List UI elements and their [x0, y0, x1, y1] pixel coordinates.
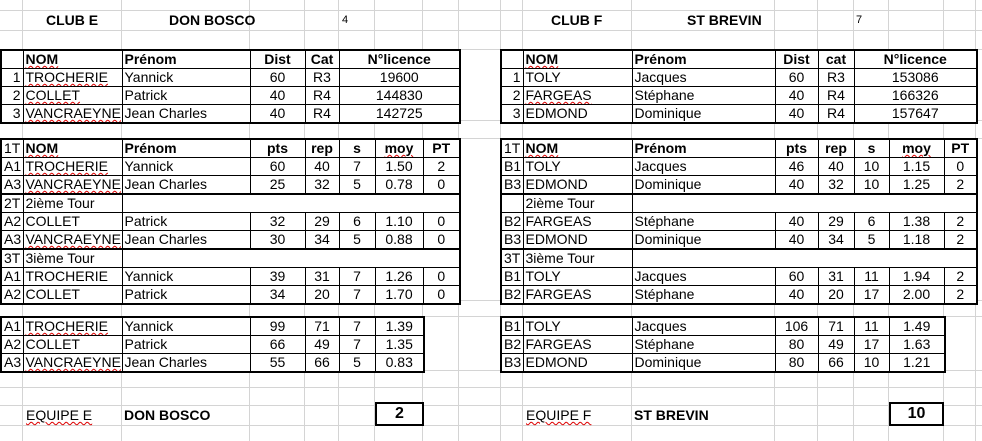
player-cat: R4	[305, 87, 339, 105]
total-row	[501, 336, 945, 354]
header-nom: NOM	[23, 50, 122, 69]
total-s: 17	[854, 336, 889, 354]
player-num: 1	[1, 69, 23, 87]
match-row	[1, 231, 460, 250]
header-licence: N°licence	[339, 50, 460, 69]
match-row	[1, 176, 460, 195]
match-row	[1, 286, 460, 305]
match-nom: TOLY	[523, 268, 632, 286]
player-id: B3	[501, 176, 523, 195]
team-f-name: ST BREVIN	[634, 407, 709, 423]
total-s: 7	[339, 336, 375, 354]
match-pts: 40	[775, 213, 818, 231]
match-rep: 40	[818, 158, 854, 176]
match-row	[501, 158, 977, 176]
match-pts: 40	[775, 286, 818, 305]
player-row	[501, 105, 977, 124]
match-prenom: Patrick	[122, 286, 250, 305]
total-s: 10	[854, 354, 889, 373]
total-rep: 49	[305, 336, 339, 354]
total-row	[501, 354, 945, 373]
totals-table-e	[0, 316, 425, 373]
round-blank	[122, 194, 460, 213]
player-nom: EDMOND	[523, 105, 632, 124]
total-prenom: Yannick	[122, 317, 250, 336]
match-moy: 1.94	[889, 268, 944, 286]
player-dist: 40	[250, 87, 305, 105]
match-pt: 0	[944, 158, 977, 176]
match-s: 7	[339, 268, 375, 286]
match-rep: 32	[818, 176, 854, 195]
header-num	[501, 50, 523, 69]
player-id: A1	[1, 268, 23, 286]
player-dist: 40	[775, 105, 818, 124]
player-licence: 166326	[854, 87, 977, 105]
total-row	[501, 317, 945, 336]
total-nom: COLLET	[23, 336, 122, 354]
round-blank	[122, 249, 460, 268]
match-rep: 20	[305, 286, 339, 305]
total-pts: 80	[775, 354, 818, 373]
match-row	[501, 231, 977, 250]
match-rep: 34	[818, 231, 854, 250]
match-nom: FARGEAS	[523, 286, 632, 305]
match-pt: 0	[423, 231, 460, 250]
match-nom: VANCRAEYNE	[23, 176, 122, 195]
player-prenom: Dominique	[632, 105, 775, 124]
header-num	[1, 50, 23, 69]
round-header-row	[501, 194, 977, 213]
player-id: B1	[501, 317, 523, 336]
round-header-row	[501, 249, 977, 268]
match-pt: 0	[423, 213, 460, 231]
club-f-number: 7	[856, 14, 863, 26]
total-moy: 0.83	[375, 354, 424, 373]
players-table-f	[500, 49, 978, 124]
player-row	[501, 69, 977, 87]
match-rep: 31	[305, 268, 339, 286]
total-s: 7	[339, 317, 375, 336]
round-tag: 1T	[501, 139, 523, 158]
player-id: B1	[501, 268, 523, 286]
header-moy: moy	[889, 139, 944, 158]
match-pts: 25	[250, 176, 305, 195]
total-pts: 55	[250, 354, 305, 373]
player-id: A3	[1, 354, 23, 373]
round-header-row	[1, 194, 460, 213]
match-s: 6	[339, 213, 375, 231]
total-nom: FARGEAS	[523, 336, 632, 354]
player-dist: 60	[250, 69, 305, 87]
player-licence: 157647	[854, 105, 977, 124]
match-pts: 60	[250, 158, 305, 176]
player-dist: 40	[775, 87, 818, 105]
player-cat: R4	[818, 87, 854, 105]
match-pts: 30	[250, 231, 305, 250]
match-nom: EDMOND	[523, 176, 632, 195]
total-rep: 71	[305, 317, 339, 336]
match-nom: COLLET	[23, 213, 122, 231]
header-cat: Cat	[305, 50, 339, 69]
header-dist: Dist	[250, 50, 305, 69]
match-moy: 2.00	[889, 286, 944, 305]
match-s: 7	[339, 286, 375, 305]
match-nom: EDMOND	[523, 231, 632, 250]
match-rep: 31	[818, 268, 854, 286]
player-num: 2	[501, 87, 523, 105]
team-e-label: EQUIPE E	[26, 407, 93, 423]
players-table-e	[0, 49, 461, 124]
player-cat: R3	[818, 69, 854, 87]
match-prenom: Patrick	[122, 213, 250, 231]
team-e-name: DON BOSCO	[124, 407, 211, 423]
match-prenom: Jacques	[632, 268, 775, 286]
total-prenom: Dominique	[632, 354, 775, 373]
total-prenom: Jacques	[632, 317, 775, 336]
player-row	[1, 69, 460, 87]
club-e-name: DON BOSCO	[169, 12, 256, 28]
match-row	[1, 213, 460, 231]
match-row	[501, 213, 977, 231]
player-id: A3	[1, 231, 23, 250]
header-prenom: Prénom	[122, 139, 250, 158]
total-pts: 106	[775, 317, 818, 336]
match-pt: 2	[944, 268, 977, 286]
match-pt: 0	[423, 268, 460, 286]
total-row	[1, 317, 424, 336]
player-licence: 144830	[339, 87, 460, 105]
total-nom: TROCHERIE	[23, 317, 122, 336]
round-header-row	[1, 139, 460, 158]
round-title: 3ième Tour	[523, 249, 632, 268]
round-header-row	[501, 139, 977, 158]
total-rep: 71	[818, 317, 854, 336]
match-s: 6	[854, 213, 889, 231]
header-pt: PT	[423, 139, 460, 158]
round-title: 2ième Tour	[23, 194, 122, 213]
match-prenom: Yannick	[122, 268, 250, 286]
player-nom: TOLY	[523, 69, 632, 87]
match-prenom: Stéphane	[632, 213, 775, 231]
header-prenom: Prénom	[632, 50, 775, 69]
player-id: A1	[1, 158, 23, 176]
round-header-row	[1, 249, 460, 268]
player-id: B3	[501, 231, 523, 250]
player-licence: 153086	[854, 69, 977, 87]
players-header-row	[1, 50, 460, 69]
match-pt: 0	[423, 286, 460, 305]
round-title: 2ième Tour	[523, 194, 632, 213]
match-moy: 1.70	[375, 286, 423, 305]
player-id: B2	[501, 286, 523, 305]
header-nom: NOM	[523, 139, 632, 158]
match-nom: TROCHERIE	[23, 158, 122, 176]
total-moy: 1.21	[889, 354, 945, 373]
match-moy: 0.88	[375, 231, 423, 250]
header-licence: N°licence	[854, 50, 977, 69]
player-cat: R4	[818, 105, 854, 124]
match-pts: 40	[775, 231, 818, 250]
header-prenom: Prénom	[122, 50, 250, 69]
total-pts: 99	[250, 317, 305, 336]
round-blank	[632, 194, 977, 213]
round-tag: 3T	[1, 249, 23, 268]
player-nom: FARGEAS	[523, 87, 632, 105]
match-row	[501, 286, 977, 305]
match-moy: 1.25	[889, 176, 944, 195]
club-e-number: 4	[342, 14, 349, 26]
match-pts: 39	[250, 268, 305, 286]
match-prenom: Dominique	[632, 176, 775, 195]
team-f-label: EQUIPE F	[526, 407, 592, 423]
total-moy: 1.35	[375, 336, 424, 354]
total-row	[1, 336, 424, 354]
match-prenom: Stéphane	[632, 286, 775, 305]
header-s: s	[339, 139, 375, 158]
club-f-name: ST BREVIN	[687, 12, 762, 28]
round-tag	[501, 194, 523, 213]
match-pt: 2	[944, 213, 977, 231]
team-f-score: 10	[889, 402, 944, 426]
club-e-label: CLUB E	[46, 12, 99, 28]
match-pt: 2	[423, 158, 460, 176]
player-num: 1	[501, 69, 523, 87]
match-prenom: Dominique	[632, 231, 775, 250]
header-nom: NOM	[23, 139, 122, 158]
total-moy: 1.49	[889, 317, 945, 336]
player-dist: 40	[250, 105, 305, 124]
match-nom: COLLET	[23, 286, 122, 305]
match-row	[501, 268, 977, 286]
player-nom: VANCRAEYNE	[23, 105, 122, 124]
match-rep: 40	[305, 158, 339, 176]
match-moy: 1.26	[375, 268, 423, 286]
match-moy: 1.10	[375, 213, 423, 231]
header-pts: pts	[775, 139, 818, 158]
player-row	[501, 87, 977, 105]
match-pt: 2	[944, 231, 977, 250]
player-prenom: Stéphane	[632, 87, 775, 105]
header-pts: pts	[250, 139, 305, 158]
player-cat: R3	[305, 69, 339, 87]
matches-table-e	[0, 138, 461, 305]
match-pt: 2	[944, 176, 977, 195]
match-prenom: Yannick	[122, 158, 250, 176]
match-pt: 0	[423, 176, 460, 195]
player-id: A2	[1, 213, 23, 231]
header-moy: moy	[375, 139, 423, 158]
match-row	[1, 158, 460, 176]
match-nom: TOLY	[523, 158, 632, 176]
match-pts: 46	[775, 158, 818, 176]
header-nom: NOM	[523, 50, 632, 69]
header-dist: Dist	[775, 50, 818, 69]
totals-table-f	[500, 316, 946, 373]
club-f-label: CLUB F	[551, 12, 603, 28]
player-id: B2	[501, 213, 523, 231]
total-nom: TOLY	[523, 317, 632, 336]
match-nom: FARGEAS	[523, 213, 632, 231]
total-prenom: Jean Charles	[122, 354, 250, 373]
player-prenom: Yannick	[122, 69, 250, 87]
player-id: B3	[501, 354, 523, 373]
player-num: 3	[501, 105, 523, 124]
match-s: 5	[339, 176, 375, 195]
match-s: 5	[339, 231, 375, 250]
players-header-row	[501, 50, 977, 69]
header-rep: rep	[305, 139, 339, 158]
match-rep: 29	[305, 213, 339, 231]
round-blank	[632, 249, 977, 268]
total-nom: VANCRAEYNE	[23, 354, 122, 373]
match-prenom: Jacques	[632, 158, 775, 176]
header-s: s	[854, 139, 889, 158]
match-moy: 1.38	[889, 213, 944, 231]
player-id: A2	[1, 286, 23, 305]
match-s: 7	[339, 158, 375, 176]
match-s: 17	[854, 286, 889, 305]
round-tag: 1T	[1, 139, 23, 158]
header-prenom: Prénom	[632, 139, 775, 158]
player-num: 2	[1, 87, 23, 105]
match-moy: 1.15	[889, 158, 944, 176]
total-rep: 66	[818, 354, 854, 373]
player-prenom: Patrick	[122, 87, 250, 105]
match-moy: 0.78	[375, 176, 423, 195]
match-pt: 2	[944, 286, 977, 305]
header-rep: rep	[818, 139, 854, 158]
team-e-score: 2	[375, 402, 424, 426]
match-rep: 34	[305, 231, 339, 250]
player-nom: TROCHERIE	[23, 69, 122, 87]
match-pts: 32	[250, 213, 305, 231]
player-licence: 142725	[339, 105, 460, 124]
match-rep: 29	[818, 213, 854, 231]
match-pts: 40	[775, 176, 818, 195]
player-id: A3	[1, 176, 23, 195]
total-rep: 49	[818, 336, 854, 354]
player-licence: 19600	[339, 69, 460, 87]
player-num: 3	[1, 105, 23, 124]
match-pts: 60	[775, 268, 818, 286]
header-pt: PT	[944, 139, 977, 158]
round-tag: 3T	[501, 249, 523, 268]
match-nom: VANCRAEYNE	[23, 231, 122, 250]
player-dist: 60	[775, 69, 818, 87]
total-prenom: Patrick	[122, 336, 250, 354]
total-pts: 80	[775, 336, 818, 354]
match-s: 10	[854, 176, 889, 195]
match-moy: 1.50	[375, 158, 423, 176]
total-moy: 1.63	[889, 336, 945, 354]
match-pts: 34	[250, 286, 305, 305]
match-moy: 1.18	[889, 231, 944, 250]
match-prenom: Jean Charles	[122, 176, 250, 195]
matches-table-f	[500, 138, 978, 305]
round-tag: 2T	[1, 194, 23, 213]
player-row	[1, 87, 460, 105]
header-cat: cat	[818, 50, 854, 69]
match-row	[1, 268, 460, 286]
total-s: 11	[854, 317, 889, 336]
round-title: 3ième Tour	[23, 249, 122, 268]
match-rep: 20	[818, 286, 854, 305]
match-s: 11	[854, 268, 889, 286]
total-row	[1, 354, 424, 373]
player-prenom: Jean Charles	[122, 105, 250, 124]
match-nom: TROCHERIE	[23, 268, 122, 286]
total-nom: EDMOND	[523, 354, 632, 373]
total-pts: 66	[250, 336, 305, 354]
player-prenom: Jacques	[632, 69, 775, 87]
match-s: 5	[854, 231, 889, 250]
total-prenom: Stéphane	[632, 336, 775, 354]
player-id: A1	[1, 317, 23, 336]
player-cat: R4	[305, 105, 339, 124]
match-rep: 32	[305, 176, 339, 195]
player-row	[1, 105, 460, 124]
total-s: 5	[339, 354, 375, 373]
total-moy: 1.39	[375, 317, 424, 336]
player-nom: COLLET	[23, 87, 122, 105]
total-rep: 66	[305, 354, 339, 373]
match-s: 10	[854, 158, 889, 176]
match-prenom: Jean Charles	[122, 231, 250, 250]
player-id: B1	[501, 158, 523, 176]
player-id: B2	[501, 336, 523, 354]
player-id: A2	[1, 336, 23, 354]
match-row	[501, 176, 977, 195]
